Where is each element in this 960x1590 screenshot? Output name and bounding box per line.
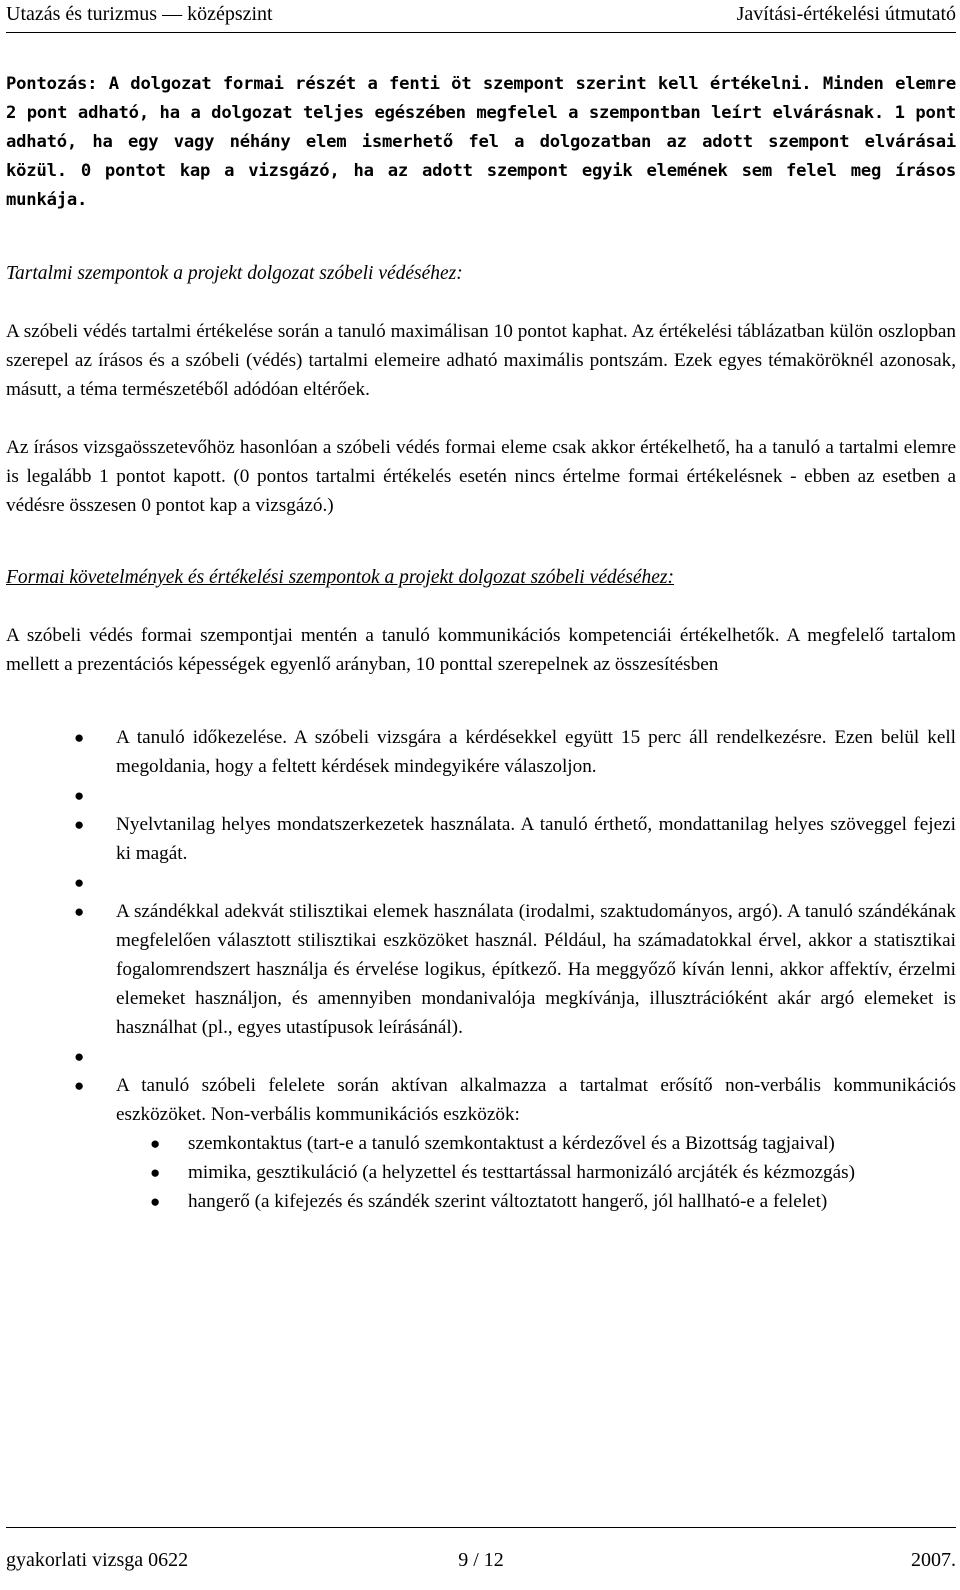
footer-exam-name: gyakorlati vizsga 0622	[6, 1549, 189, 1571]
list-spacer	[6, 868, 956, 897]
list-item: ● A szándékkal adekvát stilisztikai elemek használata (irodalmi, szaktudományos, argó). A tanuló szándékának megfelelően választott stilisztikai eszközöket használ. Például, ha számadatokkal érvel, akkor a statisztikai fogalomrendszert használja és érvelése logikus, építkező. Ha meggyőző kíván lenni, akkor affektív, érzelmi elemeket használjon, és amennyiben mondanivalója megkívánja, illusztrációként akár argó elemeket is használhat (pl., egyes utastípusok leírásánál).	[6, 897, 956, 1042]
content-criteria-heading: Tartalmi szempontok a projekt dolgozat szóbeli védéséhez:	[6, 263, 463, 284]
list-item-text: A tanuló szóbeli felelete során aktívan alkalmazza a tartalmat erősítő non-verbális kommunikációs eszközöket. Non-verbális kommunikációs eszközök:	[116, 1075, 956, 1125]
formal-paragraph-1: A szóbeli védés formai szempontjai mentén a tanuló kommunikációs kompetenciái értékelhetők. A megfelelő tartalom mellett a prezentációs képességek egyenlő arányban, 10 ponttal szerepelnek az összesítésben	[6, 625, 956, 675]
header-title: Utazás és turizmus — középszint	[6, 3, 273, 25]
list-item: ● A tanuló időkezelése. A szóbeli vizsgára a kérdésekkel együtt 15 perc áll rendelkezésre. Ezen belül kell megoldania, hogy a feltett kérdések mindegyikére válaszoljon.	[6, 723, 956, 781]
sublist-item: ● hangerő (a kifejezés és szándék szerint változtatott hangerő, jól hallható-e a felelet)	[116, 1187, 956, 1216]
list-item-nonverbal	[6, 1071, 956, 1216]
content-paragraph-1: A szóbeli védés tartalmi értékelése során a tanuló maximálisan 10 pontot kaphat. Az értékelési táblázatban külön oszlopban szerepel az írásos és a szóbeli (védés) tartalmi elemeire adható maximális pontszám. Ezek egyes témaköröknél azonosak, másutt, a téma természetéből adódóan eltérőek.	[6, 321, 956, 400]
page-header	[6, 0, 956, 33]
sublist-item: ● mimika, gesztikuláció (a helyzettel és testtartással harmonizáló arcjáték és kézmozgás)	[116, 1158, 956, 1187]
content-paragraph-2: Az írásos vizsgaösszetevőhöz hasonlóan a szóbeli védés formai eleme csak akkor értékelhető, ha a tanuló a tartalmi elemre is legalább 1 pontot kapott. (0 pontos tartalmi értékelés esetén nincs értelme formai értékelésnek - ebben az esetben a védésre összesen 0 pontot kap a vizsgázó.)	[6, 437, 956, 516]
header-subtitle: Javítási-értékelési útmutató	[736, 3, 956, 25]
footer-page-number: 9 / 12	[458, 1549, 504, 1571]
criteria-list	[6, 723, 956, 1216]
nonverbal-sublist	[116, 1129, 956, 1216]
formal-criteria-heading: Formai követelmények és értékelési szempontok a projekt dolgozat szóbeli védéséhez:	[6, 567, 675, 588]
scoring-paragraph: Pontozás: A dolgozat formai részét a fenti öt szempont szerint kell értékelni. Minden elemre 2 pont adható, ha a dolgozat teljes egészében megfelel a szempontban leírt elvárásnak. 1 pont adható, ha egy vagy néhány elem ismerhető fel a dolgozatban az adott szempont elvárásai közül. 0 pontot kap a vizsgázó, ha az adott szempont egyik elemének sem felel meg írásos munkája.	[6, 74, 956, 210]
footer-year: 2007.	[911, 1549, 956, 1571]
sublist-item: ● szemkontaktus (tart-e a tanuló szemkontaktust a kérdezővel és a Bizottság tagjaival)	[116, 1129, 956, 1158]
page-footer	[6, 1527, 956, 1590]
list-spacer	[6, 781, 956, 810]
list-spacer	[6, 1042, 956, 1071]
list-item: ● Nyelvtanilag helyes mondatszerkezetek használata. A tanuló érthető, mondattanilag helyes szöveggel fejezi ki magát.	[6, 810, 956, 868]
page-content	[6, 70, 956, 1216]
